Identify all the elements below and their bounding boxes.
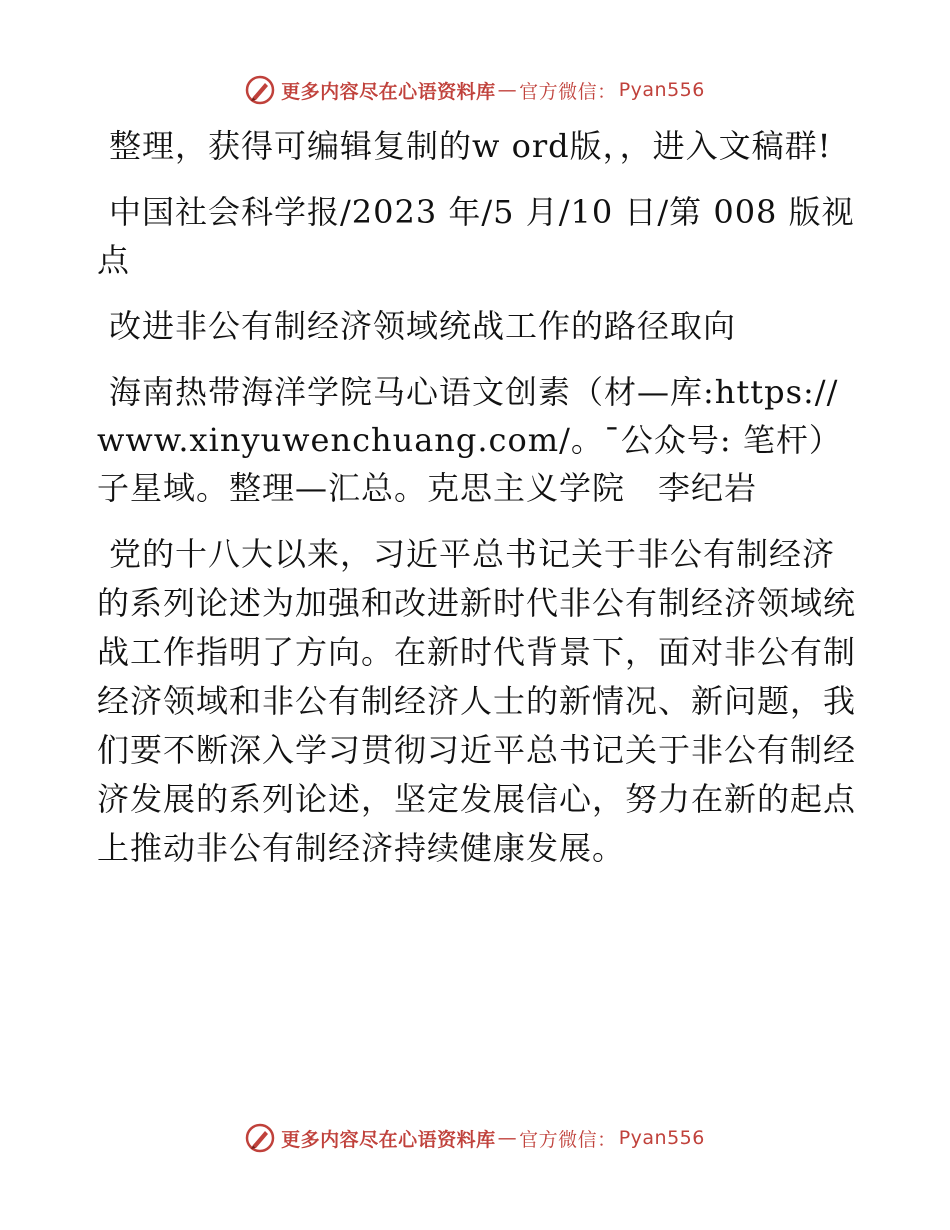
banner-main-text: 更多内容尽在心语资料库 <box>281 80 496 103</box>
banner-dash: — <box>497 1127 518 1149</box>
document-body <box>97 122 857 891</box>
banner-wechat-id: Pyan556 <box>618 79 705 101</box>
pen-logo-icon <box>245 1123 275 1153</box>
footer-banner <box>0 1118 950 1158</box>
banner-dash: — <box>497 79 518 101</box>
banner-wechat-label: 官方微信： <box>519 1128 617 1151</box>
banner-wechat-id: Pyan556 <box>618 1127 705 1149</box>
article-title: 改进非公有制经济领域统战工作的路径取向 <box>109 307 737 345</box>
source-paragraph: 中国社会科学报/2023 年/5 月/10 日/第 008 版视点 <box>97 193 855 279</box>
banner-main-text: 更多内容尽在心语资料库 <box>281 1128 496 1151</box>
author-paragraph: 海南热带海洋学院马心语文创素（材—库:https://www.xinyuwenchuang.com/。¯公众号: 笔杆）子星域。整理—汇总。克思主义学院 李纪岩 <box>97 373 842 507</box>
note-paragraph: 整理，获得可编辑复制的w ord版，，进入文稿群! <box>109 127 832 165</box>
body-paragraph: 党的十八大以来，习近平总书记关于非公有制经济的系列论述为加强和改进新时代非公有制经济领域统战工作指明了方向。在新时代背景下，面对非公有制经济领域和非公有制经济人士的新情况、新问题，我们要不断深入学习贯彻习近平总书记关于非公有制经济发展的系列论述，坚定发展信心，努力在新的起点上推动非公有制经济持续健康发展。 <box>97 535 857 867</box>
pen-logo-icon <box>245 75 275 105</box>
header-banner <box>0 70 950 110</box>
banner-wechat-label: 官方微信： <box>519 80 617 103</box>
